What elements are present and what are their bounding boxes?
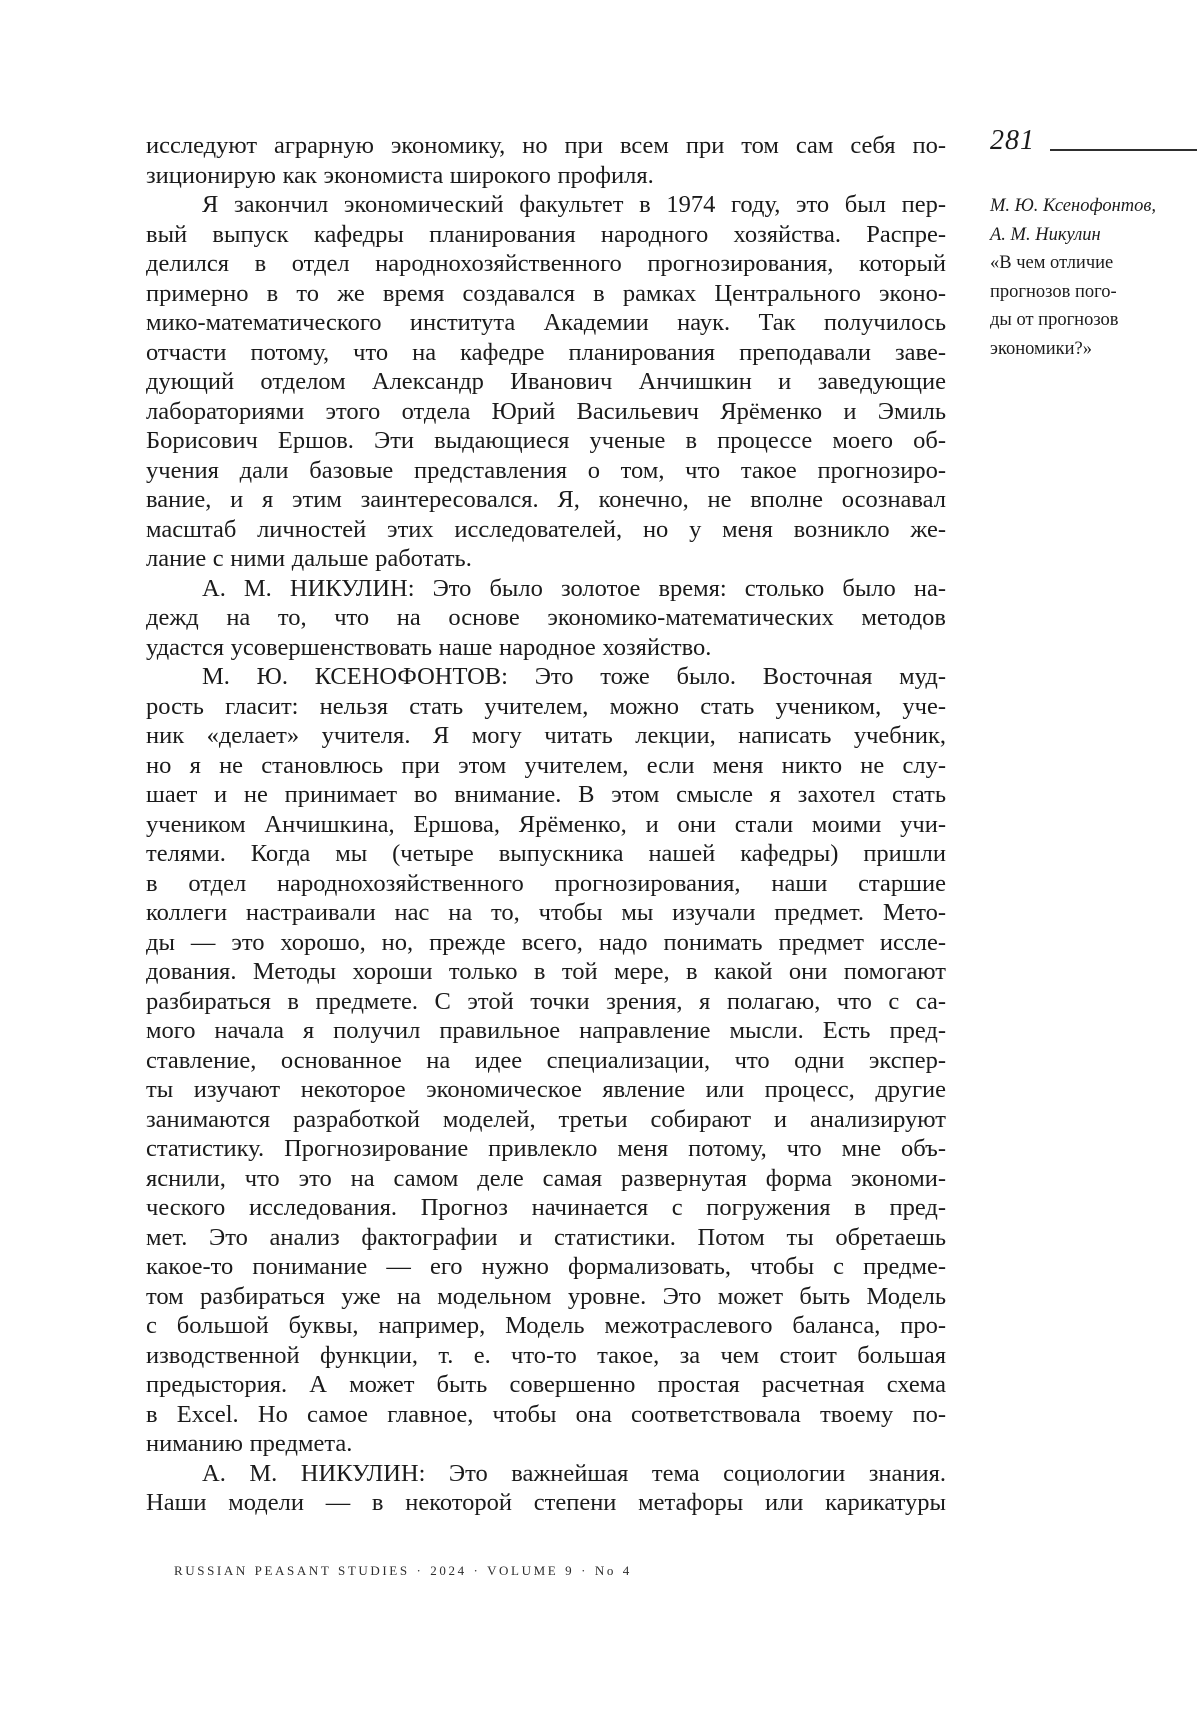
text-line: с большой буквы, например, Модель межотраслевого баланса, про- <box>146 1312 946 1339</box>
text-line: учеником Анчишкина, Ершова, Ярёменко, и они стали моими учи- <box>146 810 946 838</box>
text-line: масштаб личностей этих исследователей, но у меня возникло же- <box>146 515 946 543</box>
text-line: ник «делает» учителя. Я могу читать лекции, написать учебник, <box>146 722 946 749</box>
text-line: А. М. НИКУЛИН: Это было золотое время: столько было на- <box>202 574 946 602</box>
margin-title-line: экономики?» <box>990 338 1092 359</box>
text-line: какое-то понимание — его нужно формализовать, чтобы с предме- <box>146 1253 946 1280</box>
text-line: зиционирую как экономиста широкого профиля. <box>146 161 654 189</box>
margin-title-line: прогнозов пого- <box>990 281 1117 302</box>
text-line: удастся усовершенствовать наше народное хозяйство. <box>146 633 712 661</box>
margin-note <box>990 192 1175 364</box>
text-line: статистику. Прогнозирование привлекло меня потому, что мне объ- <box>146 1135 946 1162</box>
text-line: ставление, основанное на идее специализации, что одни экспер- <box>146 1046 946 1074</box>
text-line: мико-математического института Академии наук. Так получилось <box>146 309 946 336</box>
margin-author-line: А. М. Никулин <box>990 224 1101 245</box>
page-number: 281 <box>990 125 1035 156</box>
text-line: ты изучают некоторое экономическое явление или процесс, другие <box>146 1076 946 1103</box>
text-line: дующий отделом Александр Иванович Анчишкин и заведующие <box>146 368 946 395</box>
text-line: Борисович Ершов. Эти выдающиеся ученые в процессе моего об- <box>146 427 946 454</box>
text-line: лабораториями этого отдела Юрий Васильевич Ярёменко и Эмиль <box>146 397 946 425</box>
text-line: отчасти потому, что на кафедре планирования преподавали заве- <box>146 338 946 366</box>
body-text <box>146 131 946 1518</box>
text-line: исследуют аграрную экономику, но при всем при том сам себя по- <box>146 132 946 159</box>
text-line: но я не становлюсь при этом учителем, если меня никто не слу- <box>146 751 946 779</box>
text-line: в отдел народнохозяйственного прогнозирования, наши старшие <box>146 869 946 897</box>
journal-footer: RUSSIAN PEASANT STUDIES · 2024 · VOLUME 9 · No 4 <box>174 1563 632 1578</box>
text-line: разбираться в предмете. С этой точки зрения, я полагаю, что с са- <box>146 987 946 1015</box>
text-line: мого начала я получил правильное направление мысли. Есть пред- <box>146 1017 946 1044</box>
text-line: занимаются разработкой моделей, третьи собирают и анализируют <box>146 1105 946 1133</box>
header-rule <box>1050 149 1197 151</box>
text-line: учения дали базовые представления о том, что такое прогнозиро- <box>146 456 946 484</box>
text-line: телями. Когда мы (четыре выпускника нашей кафедры) пришли <box>146 840 946 867</box>
text-line: М. Ю. КСЕНОФОНТОВ: Это тоже было. Восточная муд- <box>202 663 946 690</box>
text-line: ды — это хорошо, но, прежде всего, надо понимать предмет иссле- <box>146 928 946 956</box>
text-line: яснили, что это на самом деле самая развернутая форма экономи- <box>146 1164 946 1192</box>
text-line: вый выпуск кафедры планирования народного хозяйства. Распре- <box>146 220 946 248</box>
text-line: шает и не принимает во внимание. В этом смысле я захотел стать <box>146 781 946 808</box>
text-line: дежд на то, что на основе экономико-математических методов <box>146 604 946 631</box>
text-line: вание, и я этим заинтересовался. Я, конечно, не вполне осознавал <box>146 486 946 513</box>
text-line: примерно в то же время создавался в рамках Центрального эконо- <box>146 279 946 307</box>
text-line: предыстория. А может быть совершенно простая расчетная схема <box>146 1371 946 1398</box>
text-line: коллеги настраивали нас на то, чтобы мы изучали предмет. Мето- <box>146 899 946 926</box>
text-line: Наши модели — в некоторой степени метафоры или карикатуры <box>146 1489 946 1516</box>
margin-author-line: М. Ю. Ксенофонтов, <box>990 196 1157 216</box>
text-line: А. М. НИКУЛИН: Это важнейшая тема социологии знания. <box>202 1459 946 1487</box>
text-line: дования. Методы хороши только в той мере, в какой они помогают <box>146 958 946 985</box>
text-line: Я закончил экономический факультет в 1974 году, это был пер- <box>202 191 946 218</box>
text-line: лание с ними дальше работать. <box>146 545 472 572</box>
margin-title-line: «В чем отличие <box>990 253 1114 274</box>
text-line: в Excel. Но самое главное, чтобы она соответствовала твоему по- <box>146 1400 946 1428</box>
text-line: том разбираться уже на модельном уровне. Это может быть Модель <box>146 1282 946 1310</box>
text-line: ческого исследования. Прогноз начинается с погружения в пред- <box>146 1194 946 1221</box>
text-line: рость гласит: нельзя стать учителем, можно стать учеником, уче- <box>146 692 946 720</box>
text-line: ниманию предмета. <box>146 1430 353 1457</box>
text-line: мет. Это анализ фактографии и статистики. Потом ты обретаешь <box>146 1223 946 1251</box>
text-line: делился в отдел народнохозяйственного прогнозирования, который <box>146 250 946 277</box>
margin-title-line: ды от прогнозов <box>990 310 1119 331</box>
text-line: изводственной функции, т. е. что-то такое, за чем стоит большая <box>146 1341 946 1369</box>
